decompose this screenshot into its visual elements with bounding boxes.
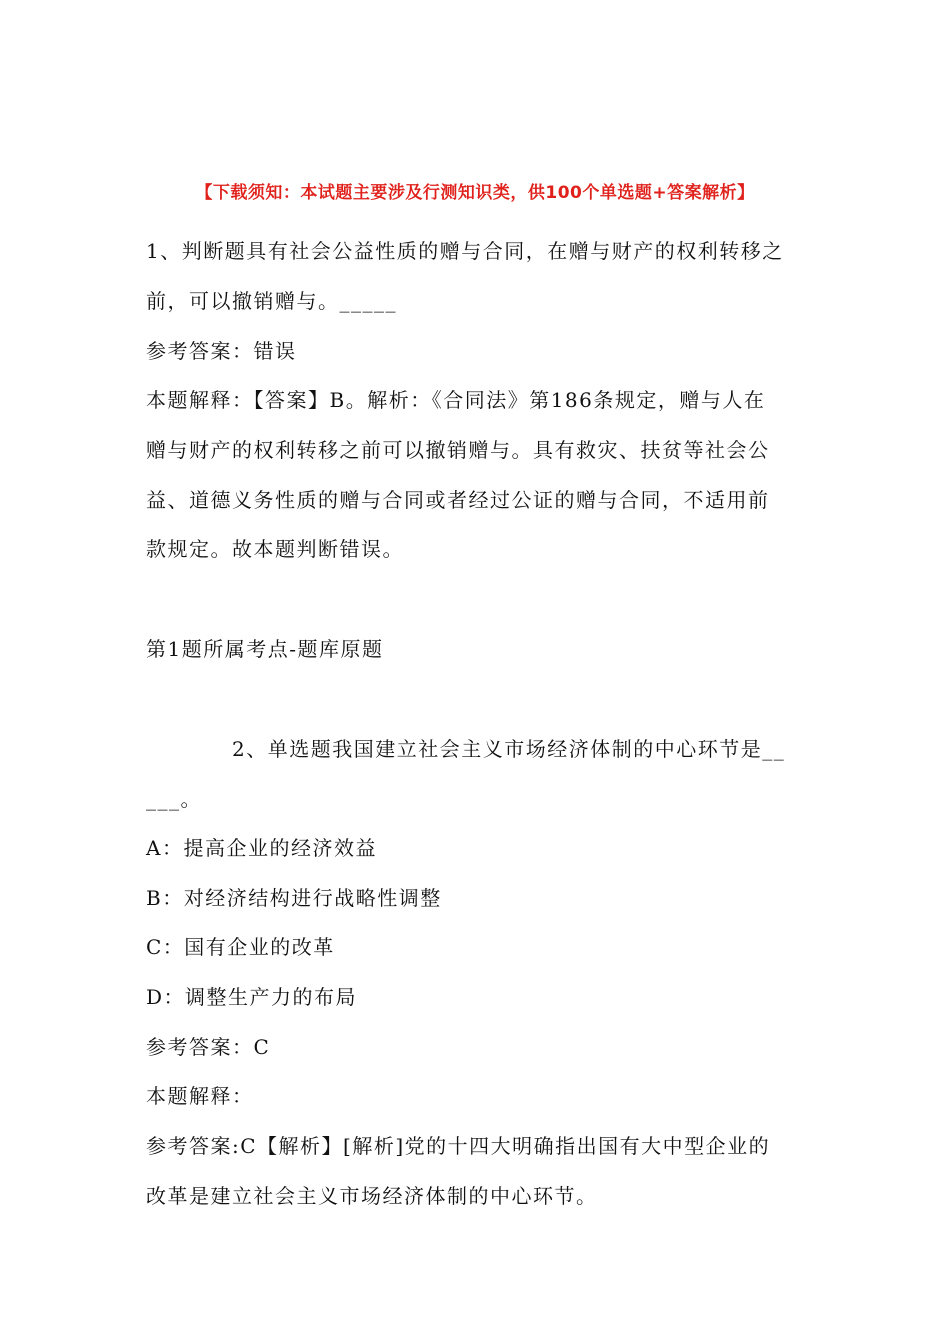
q1-answer: 参考答案：错误 xyxy=(146,339,297,363)
download-notice: 【下载须知：本试题主要涉及行测知识类，供100个单选题+答案解析】 xyxy=(195,183,755,203)
q2-option-b: B：对经济结构进行战略性调整 xyxy=(146,886,442,910)
q2-explain-line-1: 参考答案:C【解析】[解析]党的十四大明确指出国有大中型企业的 xyxy=(146,1134,771,1158)
q2-explain-line-2: 改革是建立社会主义市场经济体制的中心环节。 xyxy=(146,1184,598,1208)
q2-option-c: C：国有企业的改革 xyxy=(146,935,335,959)
q2-stem-line-1: 2、单选题我国建立社会主义市场经济体制的中心环节是__ xyxy=(232,737,786,761)
q1-topic: 第1题所属考点-题库原题 xyxy=(146,637,384,661)
q1-explain-line-4: 款规定。故本题判断错误。 xyxy=(146,537,404,561)
q2-stem-line-2: ___。 xyxy=(146,787,202,811)
q2-option-d: D：调整生产力的布局 xyxy=(146,985,358,1009)
q2-option-a: A：提高企业的经济效益 xyxy=(146,836,377,860)
q1-stem-line-1: 1、判断题具有社会公益性质的赠与合同，在赠与财产的权利转移之 xyxy=(146,239,784,263)
q1-explain-line-3: 益、道德义务性质的赠与合同或者经过公证的赠与合同，不适用前 xyxy=(146,488,770,512)
q1-explain-line-1: 本题解释：【答案】B。解析：《合同法》第186条规定，赠与人在 xyxy=(146,388,766,412)
q2-answer: 参考答案：C xyxy=(146,1035,271,1059)
q1-explain-line-2: 赠与财产的权利转移之前可以撤销赠与。具有救灾、扶贫等社会公 xyxy=(146,438,770,462)
q1-stem-line-2: 前，可以撤销赠与。_____ xyxy=(146,289,397,313)
q2-explain-label: 本题解释： xyxy=(146,1084,254,1108)
